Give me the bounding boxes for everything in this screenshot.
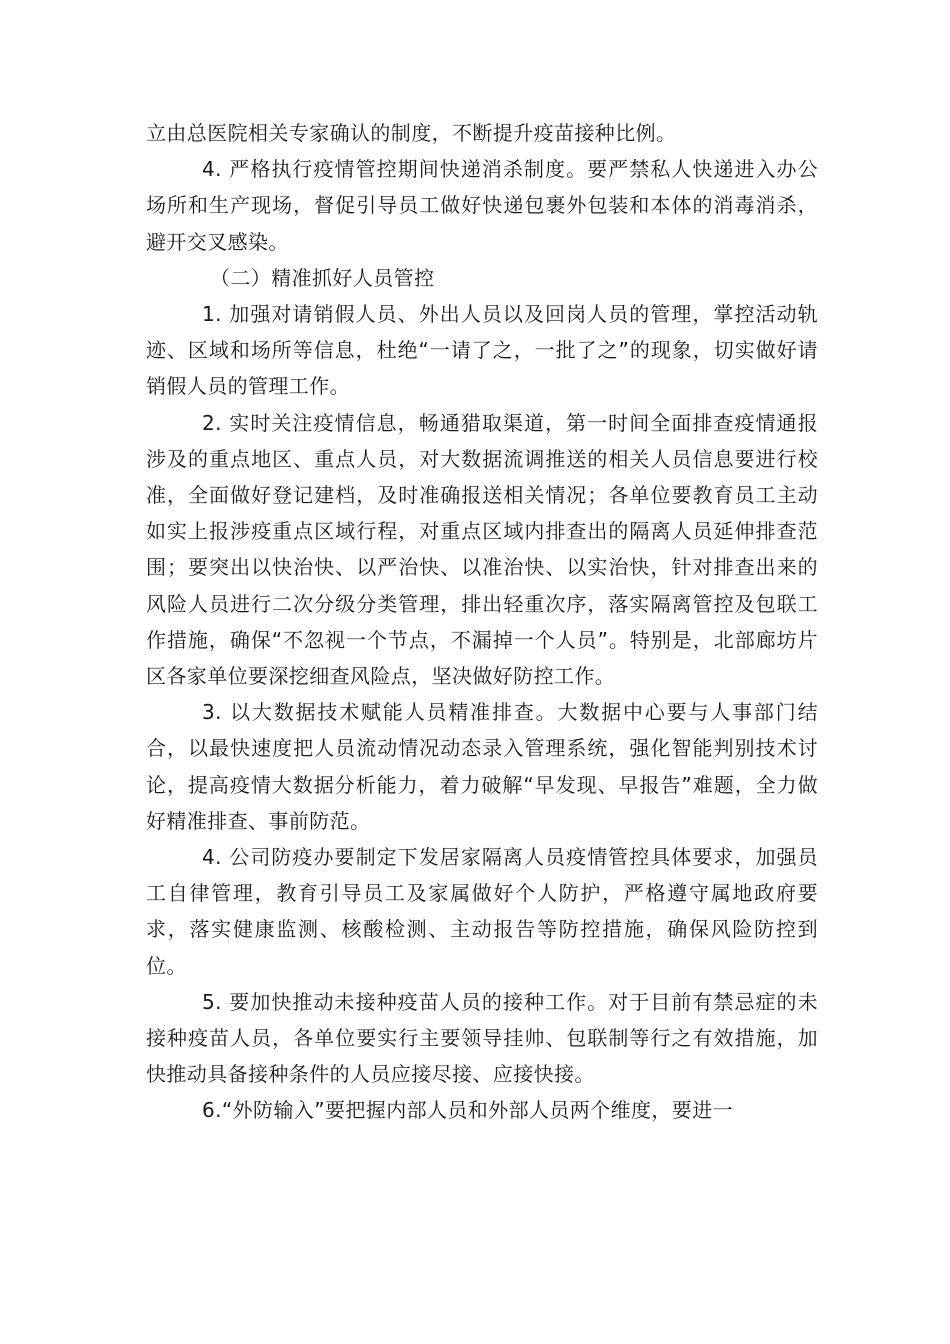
paragraph-continuation: 立由总医院相关专家确认的制度，不断提升疫苗接种比例。 xyxy=(146,121,677,145)
paragraph-leave-management: 1. 加强对请销假人员、外出人员以及回岗人员的管理，掌控活动轨迹、区域和场所等信息，杜绝“一请了之，一批了之”的现象，切实做好请销假人员的管理工作。 xyxy=(146,302,818,399)
paragraph-big-data-screening: 3. 以大数据技术赋能人员精准排查。大数据中心要与人事部门结合，以最快速度把人员流动情况动态录入管理系统，强化智能判别技术讨论，提高疫情大数据分析能力，着力破解“早发现、早报告”难题，全力做好精准排查、事前防范。 xyxy=(146,700,818,833)
paragraph-vaccination: 5. 要加快推动未接种疫苗人员的接种工作。对于目前有禁忌症的未接种疫苗人员，各单位要实行主要领导挂帅、包联制等行之有效措施，加快推动具备接种条件的人员应接尽接、应接快接。 xyxy=(146,989,818,1087)
section-heading-personnel-control: （二）精准抓好人员管控 xyxy=(210,265,435,290)
paragraph-epidemic-information: 2. 实时关注疫情信息，畅通猎取渠道，第一时间全面排查疫情通报涉及的重点地区、重点人员，对大数据流调推送的相关人员信息要进行校准，全面做好登记建档，及时准确报送相关情况；各单位要教育员工主动如实上报涉疫重点区域行程，对重点区域内排查出的隔离人员延伸排查范围；要突出以快治快、以严治快、以准治快、以实治快，针对排查出来的风险人员进行二次分级分类管理，排出轻重次序，落实隔离管控及包联工作措施，确保“不忽视一个节点，不漏掉一个人员”。特别是，北部廊坊片区各家单位要深挖细查风险点，坚决做好防控工作。 xyxy=(146,410,818,689)
document-page xyxy=(146,115,818,1129)
paragraph-express-disinfection: 4. 严格执行疫情管控期间快递消杀制度。要严禁私人快递进入办公场所和生产现场，督促引导员工做好快递包裹外包装和本体的消毒消杀，避开交叉感染。 xyxy=(146,157,818,254)
paragraph-home-isolation: 4. 公司防疫办要制定下发居家隔离人员疫情管控具体要求，加强员工自律管理，教育引导员工及家属做好个人防护，严格遵守属地政府要求，落实健康监测、核酸检测、主动报告等防控措施，确保风险防控到位。 xyxy=(146,845,818,978)
paragraph-external-input: 6.“外防输入”要把握内部人员和外部人员两个维度，要进一 xyxy=(202,1098,734,1123)
